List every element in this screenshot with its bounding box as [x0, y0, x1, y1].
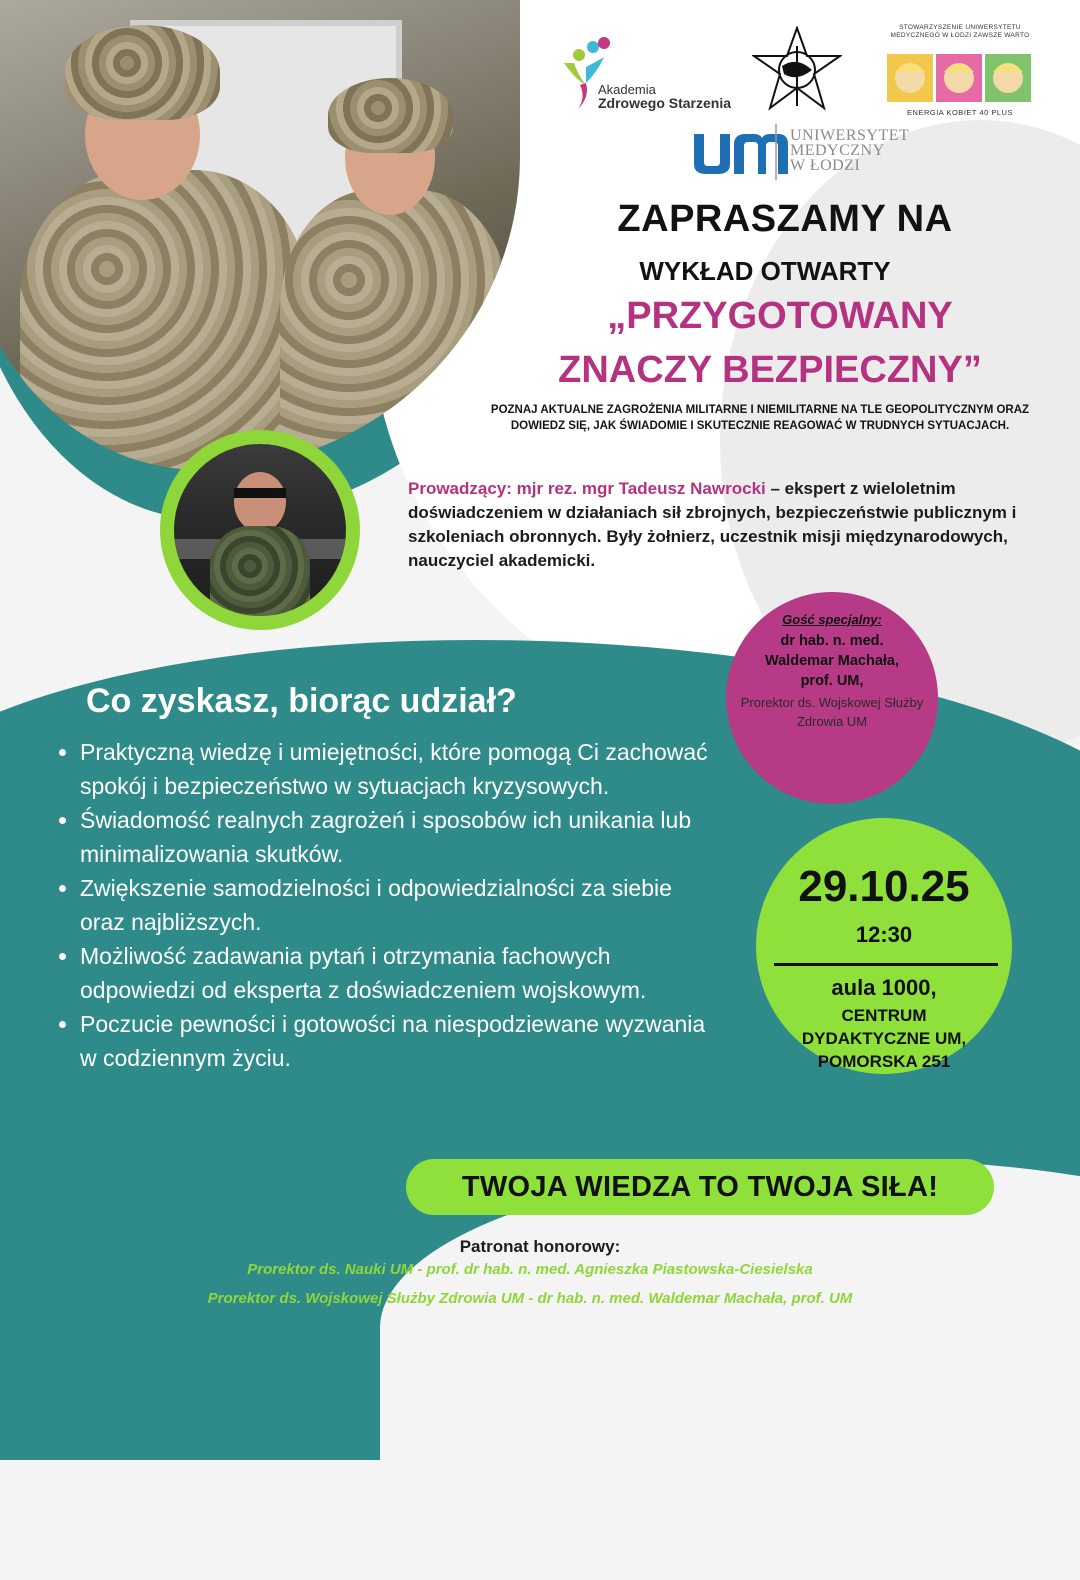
white-background-bottom — [380, 1160, 1080, 1580]
event-place-line1: CENTRUM — [841, 1006, 927, 1025]
soldiers-photo — [0, 0, 520, 470]
event-place-line2: DYDAKTYCZNE UM, — [801, 1029, 967, 1048]
um-logo-text — [790, 128, 909, 173]
patronage-line2: Prorektor ds. Wojskowej Służby Zdrowia UM - dr hab. n. med. Waldemar Machała, prof. UM — [207, 1290, 853, 1307]
lecture-title-line2: ZNACZY BEZPIECZNY” — [558, 349, 982, 391]
photo-soldier-left-helmet — [65, 25, 220, 120]
association-logo-tagline: ENERGIA KOBIET 40 PLUS — [907, 108, 1013, 117]
association-popart-logo — [887, 54, 1031, 102]
association-logo-title: STOWARZYSZENIE UNIWERSYTETU MEDYCZNEGO W ŁODZI ZAWSZE WARTO — [890, 24, 1030, 39]
event-room: aula 1000, — [831, 975, 937, 1000]
special-guest-name-line1: dr hab. n. med. — [780, 633, 884, 649]
photo-soldier-right-body — [280, 190, 510, 470]
lecture-heading: WYKŁAD OTWARTY — [639, 256, 891, 286]
special-guest-name-line2: Waldemar Machała, — [764, 653, 900, 669]
slogan-banner: TWOJA WIEDZA TO TWOJA SIŁA! — [406, 1159, 994, 1215]
presenter-info — [408, 477, 1048, 573]
benefit-item: • Zwiększenie samodzielności i odpowiedzialności za siebie oraz najbliższych. — [80, 871, 720, 939]
lecture-title-line1: „PRZYGOTOWANY — [607, 295, 953, 337]
special-guest-info — [726, 612, 938, 731]
special-guest-label: Gość specjalny: — [782, 612, 882, 627]
um-logo-line2: MEDYCZNY — [790, 142, 885, 159]
event-date: 29.10.25 — [798, 862, 970, 911]
photo-soldier-right-helmet — [328, 78, 453, 153]
event-place-line3: POMORSKA 251 — [817, 1052, 951, 1071]
benefits-list — [58, 735, 720, 1075]
military-medical-emblem — [752, 26, 842, 114]
azs-logo-line1: Akademia — [598, 82, 656, 97]
benefit-item: • Praktyczną wiedzę i umiejętności, które pomogą Ci zachować spokój i bezpieczeństwo w sytuacjach kryzysowych. — [80, 735, 720, 803]
patronage-line1: Prorektor ds. Nauki UM - prof. dr hab. n. med. Agnieszka Piastowska-Ciesielska — [247, 1261, 813, 1278]
special-guest-name-line3: prof. UM, — [800, 673, 864, 689]
azs-logo-line2: Zdrowego Starzenia — [598, 95, 732, 111]
benefits-heading: Co zyskasz, biorąc udział? — [86, 682, 517, 720]
patronage-label: Patronat honorowy: — [459, 1237, 621, 1256]
benefit-item: • Poczucie pewności i gotowości na niespodziewane wyzwania w codziennym życiu. — [80, 1007, 720, 1075]
event-time: 12:30 — [855, 922, 913, 947]
benefit-item: • Świadomość realnych zagrożeń i sposobów ich unikania lub minimalizowania skutków. — [80, 803, 720, 871]
event-place — [756, 1004, 1012, 1073]
invite-heading: ZAPRASZAMY NA — [617, 198, 953, 240]
special-guest-role: Prorektor ds. Wojskowej Służby Zdrowia UM — [740, 695, 924, 729]
um-logo-line1: UNIWERSYTET — [790, 127, 910, 144]
speaker-photo — [174, 444, 346, 616]
um-logo-line3: W ŁODZI — [790, 157, 861, 174]
event-divider — [774, 963, 998, 966]
presenter-description: – ekspert z wieloletnim doświadczeniem w działaniach sił zbrojnych, bezpieczeństwie publicznym i szkoleniach obronnych. Były żołnierz, uczestnik misji międzynarodowych, nauczyciel akademicki. — [408, 479, 1017, 570]
photo-soldier-left-body — [20, 170, 310, 470]
lecture-subtitle: POZNAJ AKTUALNE ZAGROŻENIA MILITARNE I NIEMILITARNE NA TLE GEOPOLITYCZNYM ORAZ DOWIEDZ SIĘ, JAK ŚWIADOMIE I SKUTECZNIE REAGOWAĆ W TRUDNYCH SYTUACJACH. — [490, 404, 1030, 432]
presenter-label: Prowadzący: mjr rez. mgr Tadeusz Nawrocki — [408, 479, 766, 498]
benefit-item: • Możliwość zadawania pytań i otrzymania fachowych odpowiedzi od eksperta z doświadczeniem wojskowym. — [80, 939, 720, 1007]
